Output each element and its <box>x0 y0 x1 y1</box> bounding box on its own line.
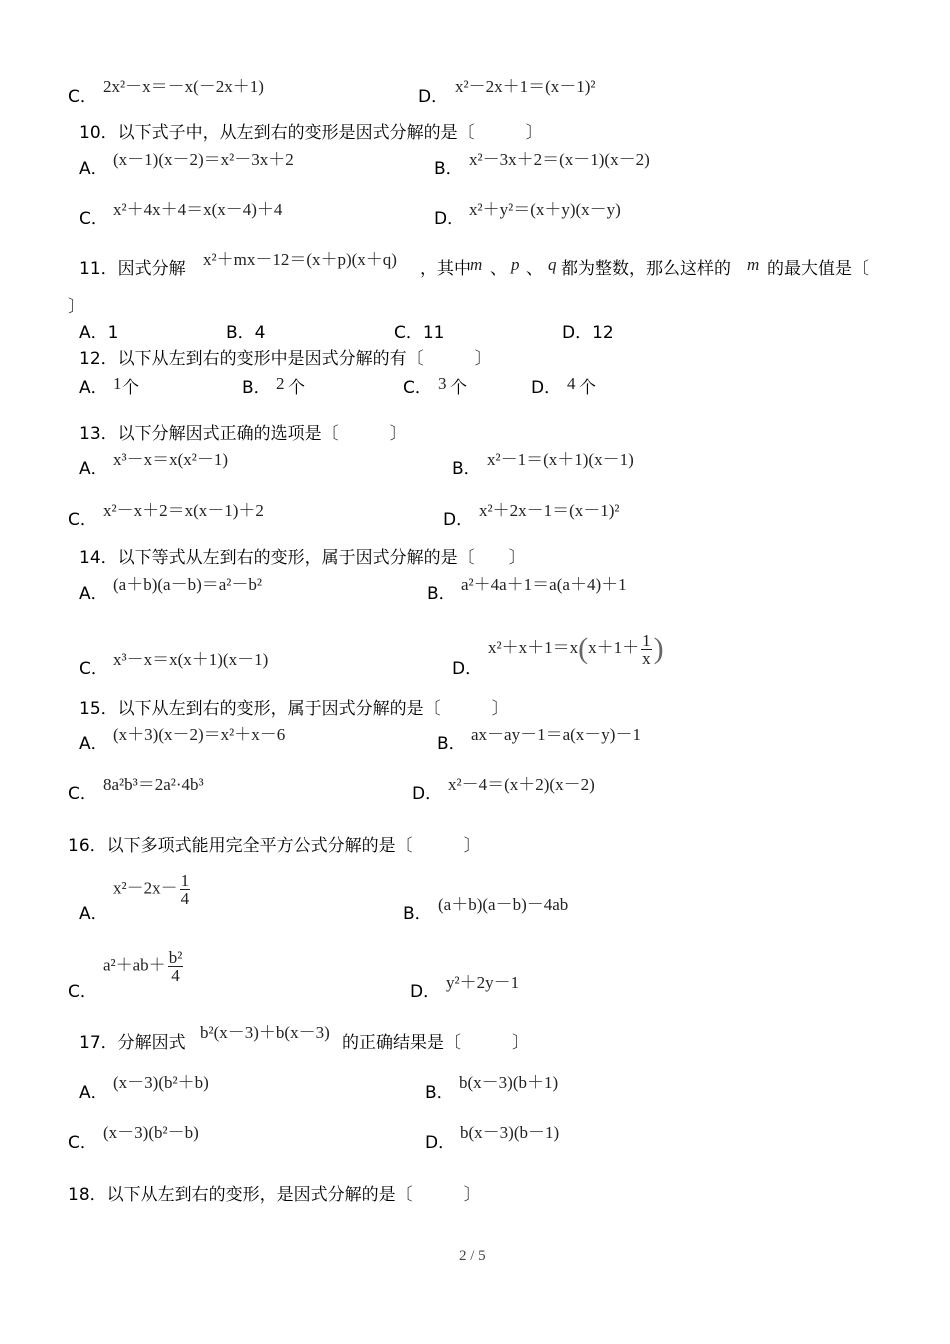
q16-option-c-math: a²＋ab＋ $\frac{\text{b²}}{4}$ <box>103 948 183 985</box>
q12-option-c-label: C． <box>403 378 432 398</box>
q17-option-b-math: b(x－3)(b＋1) <box>459 1073 559 1092</box>
q15-option-d-math: x²－4＝(x＋2)(x－2) <box>448 775 595 794</box>
q11-option-b: B．4 <box>226 323 266 343</box>
q17-option-d-label: D． <box>425 1133 456 1153</box>
q11-option-d: D．12 <box>562 323 614 343</box>
q14-d-frac-den: x <box>642 648 651 668</box>
q10-option-a-math: (x－1)(x－2)＝x²－3x＋2 <box>113 150 294 169</box>
q15-stem: 15．以下从左到右的变形，属于因式分解的是〔 〕 <box>79 699 509 719</box>
q17-stem-end: 的正确结果是〔 〕 <box>342 1033 529 1053</box>
q16-option-b-math: (a＋b)(a－b)－4ab <box>438 895 569 914</box>
q10-option-c-math: x²＋4x＋4＝x(x－4)＋4 <box>113 200 283 219</box>
q14-option-a-math: (a＋b)(a－b)＝a²－b² <box>113 575 262 594</box>
q18-stem: 18．以下从左到右的变形，是因式分解的是〔 〕 <box>68 1185 481 1205</box>
q16-option-d-math: y²＋2y－1 <box>446 973 520 992</box>
q15-option-c-math: 8a²b³＝2a²·4b³ <box>103 775 204 794</box>
q16-c-frac-num: b² <box>168 948 183 967</box>
q14-option-c-math: x³－x＝x(x＋1)(x－1) <box>113 650 269 669</box>
q11-stem-end: 〕 <box>68 297 85 317</box>
q10-option-b-label: B． <box>434 159 463 179</box>
q9-option-d-math: x²－2x＋1＝(x－1)² <box>455 77 596 96</box>
q14-option-d-label: D． <box>452 659 483 679</box>
q12-option-b-unit: 个 <box>288 378 305 398</box>
q17-option-d-math: b(x－3)(b－1) <box>460 1123 560 1142</box>
q14-option-b-math: a²＋4a＋1＝a(a＋4)＋1 <box>461 575 627 594</box>
q15-option-c-label: C． <box>68 784 97 804</box>
q11-var-p: p <box>511 255 520 274</box>
q12-option-a-unit: 个 <box>122 378 139 398</box>
q9-option-c-math: 2x²－x＝－x(－2x＋1) <box>103 77 264 96</box>
q17-option-c-label: C． <box>68 1133 97 1153</box>
q14-stem: 14．以下等式从左到右的变形，属于因式分解的是〔 〕 <box>79 548 526 568</box>
q15-option-a-math: (x＋3)(x－2)＝x²＋x－6 <box>113 725 286 744</box>
q17-option-b-label: B． <box>425 1083 454 1103</box>
q11-stem-math: x²＋mx－12＝(x＋p)(x＋q) <box>203 250 397 269</box>
q11-stem-part-c: 都为整数，那么这样的 <box>561 259 731 279</box>
q10-option-d-label: D． <box>434 209 465 229</box>
q13-option-c-math: x²－x＋2＝x(x－1)＋2 <box>103 501 264 520</box>
q12-option-b-num: 2 <box>276 374 285 393</box>
q17-option-a-label: A． <box>79 1083 108 1103</box>
q11-stem-start: 11．因式分解 <box>79 259 186 279</box>
q13-stem: 13．以下分解因式正确的选项是〔 〕 <box>79 424 407 444</box>
page-number: 2 / 5 <box>459 1248 486 1264</box>
q11-option-a: A．1 <box>79 323 119 343</box>
q11-var-q: q <box>548 255 557 274</box>
q12-option-d-num: 4 <box>567 374 576 393</box>
q11-option-c: C．11 <box>394 323 445 343</box>
q15-option-b-math: ax－ay－1＝a(x－y)－1 <box>471 725 641 744</box>
q16-option-b-label: B． <box>403 904 432 924</box>
q13-option-a-label: A． <box>79 459 108 479</box>
q13-option-d-label: D． <box>443 510 474 530</box>
q11-separator-1: 、 <box>490 259 507 279</box>
q14-option-a-label: A． <box>79 584 108 604</box>
q10-option-c-label: C． <box>79 209 108 229</box>
q9-option-c-label: C． <box>68 87 97 107</box>
q11-stem-part-b: ，其中 <box>420 259 471 279</box>
q12-option-d-unit: 个 <box>579 378 596 398</box>
q12-option-d-label: D． <box>531 378 562 398</box>
q9-option-d-label: D． <box>418 87 449 107</box>
q14-option-b-label: B． <box>427 584 456 604</box>
q14-option-d-math: x²＋x＋1＝x(x＋1＋ $\frac{1}{x}$ ) <box>488 630 664 668</box>
q17-stem-math: b²(x－3)＋b(x－3) <box>200 1023 330 1042</box>
q13-option-b-math: x²－1＝(x＋1)(x－1) <box>487 450 634 469</box>
q11-stem-part-d: 的最大值是〔 <box>767 259 869 279</box>
q16-stem: 16．以下多项式能用完全平方公式分解的是〔 〕 <box>68 836 481 856</box>
q17-option-c-math: (x－3)(b²－b) <box>103 1123 199 1142</box>
q12-option-a-label: A． <box>79 378 108 398</box>
q14-option-c-label: C． <box>79 659 108 679</box>
q17-stem-start: 17．分解因式 <box>79 1033 186 1053</box>
q16-option-d-label: D． <box>410 982 441 1002</box>
q13-option-d-math: x²＋2x－1＝(x－1)² <box>479 501 620 520</box>
q11-separator-2: 、 <box>526 259 543 279</box>
q12-option-c-unit: 个 <box>450 378 467 398</box>
q16-c-frac-den: 4 <box>171 966 180 985</box>
q12-option-a-num: 1 <box>113 374 122 393</box>
q15-option-a-label: A． <box>79 734 108 754</box>
q16-option-a-label: A． <box>79 904 108 924</box>
q10-option-d-math: x²＋y²＝(x＋y)(x－y) <box>469 200 621 219</box>
q10-option-a-label: A． <box>79 159 108 179</box>
q10-option-b-math: x²－3x＋2＝(x－1)(x－2) <box>469 150 650 169</box>
q16-a-frac-den: 4 <box>180 889 190 908</box>
q17-option-a-math: (x－3)(b²＋b) <box>113 1073 209 1092</box>
q11-var-m: m <box>470 255 483 274</box>
q13-option-a-math: x³－x＝x(x²－1) <box>113 450 229 469</box>
q16-a-frac-num: 1 <box>180 871 190 890</box>
q15-option-d-label: D． <box>412 784 443 804</box>
q15-option-b-label: B． <box>437 734 466 754</box>
q13-option-c-label: C． <box>68 510 97 530</box>
q13-option-b-label: B． <box>452 459 481 479</box>
q16-option-c-label: C． <box>68 982 97 1002</box>
q10-stem: 10．以下式子中，从左到右的变形是因式分解的是〔 〕 <box>79 123 543 143</box>
q14-d-frac-num: 1 <box>642 630 651 650</box>
q12-option-c-num: 3 <box>438 374 447 393</box>
q11-var-m2: m <box>747 255 760 274</box>
q12-stem: 12．以下从左到右的变形中是因式分解的有〔 〕 <box>79 349 492 369</box>
q16-option-a-math: x²－2x－ $\frac{1}{4}$ <box>113 871 190 908</box>
q12-option-b-label: B． <box>242 378 271 398</box>
